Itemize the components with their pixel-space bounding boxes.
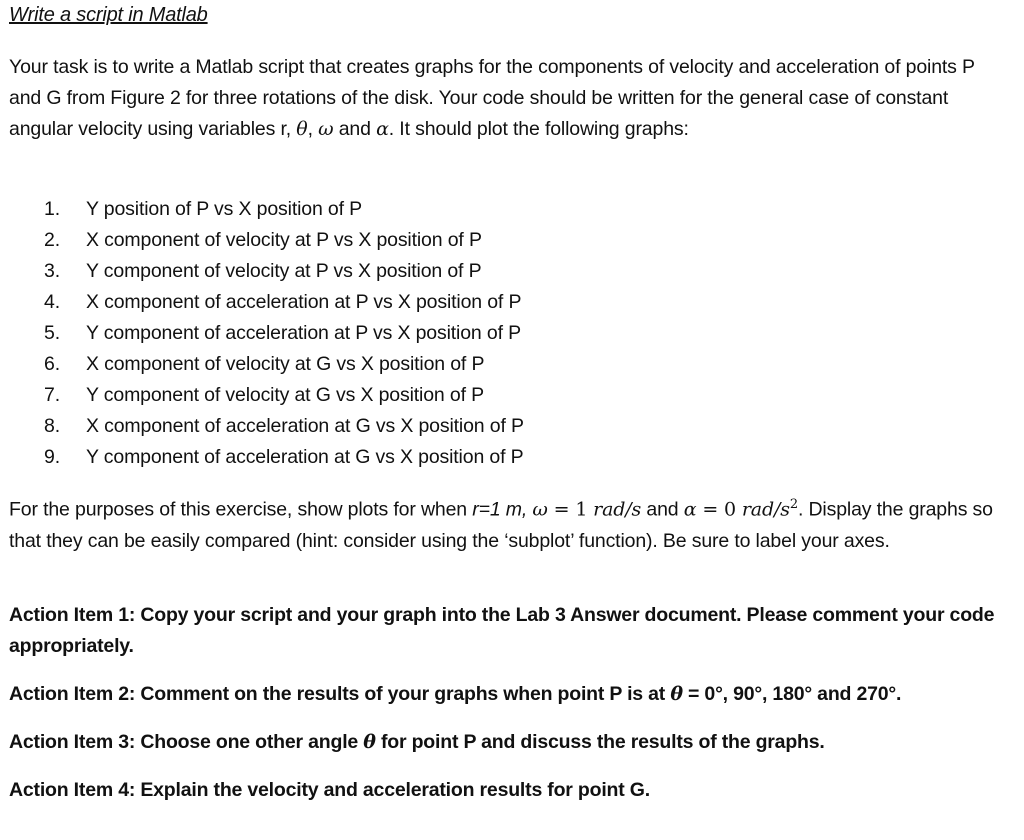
theta-symbol: θ <box>670 683 683 705</box>
list-text: X component of acceleration at G vs X position of P <box>86 415 524 437</box>
purpose-text-end: . Display the graphs so that they can be easily compared (hint: consider using the ‘subplot’ function). Be sure to label your axes. <box>9 498 993 552</box>
list-number: 5. <box>44 322 60 344</box>
list-text: X component of velocity at G vs X position of P <box>86 353 485 375</box>
omega-unit: rad/s <box>593 498 642 521</box>
alpha-unit-exponent: 2 <box>789 497 798 512</box>
theta-symbol: θ <box>296 118 308 140</box>
alpha-symbol: α <box>376 118 389 140</box>
list-text: Y component of velocity at G vs X position of P <box>86 384 484 406</box>
action-item-3-text-end: for point P and discuss the results of the graphs. <box>375 731 825 753</box>
list-number: 1. <box>44 198 60 220</box>
action-item-2 <box>9 679 901 710</box>
section-heading: Write a script in Matlab <box>9 4 208 26</box>
purpose-and: and <box>641 498 684 521</box>
intro-paragraph <box>9 52 1009 145</box>
list-text: X component of acceleration at P vs X position of P <box>86 291 522 313</box>
list-number: 7. <box>44 384 60 406</box>
alpha-value: = 0 <box>696 498 742 521</box>
intro-text-end: . It should plot the following graphs: <box>388 118 689 140</box>
list-number: 9. <box>44 446 60 468</box>
list-text: Y position of P vs X position of P <box>86 198 363 220</box>
purpose-text: For the purposes of this exercise, show plots for when <box>9 498 473 521</box>
intro-separator: , <box>307 118 319 140</box>
action-item-1: Action Item 1: Copy your script and your graph into the Lab 3 Answer document. Please comment your code appropriately. <box>9 604 995 657</box>
parameters-paragraph <box>9 489 1009 557</box>
list-text: Y component of velocity at P vs X position of P <box>86 260 482 282</box>
list-text: Y component of acceleration at P vs X position of P <box>86 322 521 344</box>
action-item-2-angles: = 0°, 90°, 180° and 270°. <box>682 683 902 705</box>
radius-value: r=1 m, <box>472 498 533 521</box>
list-number: 3. <box>44 260 60 282</box>
theta-symbol: θ <box>363 731 376 753</box>
list-text: Y component of acceleration at G vs X position of P <box>86 446 524 468</box>
omega-symbol: ω <box>532 498 548 521</box>
action-item-2-text: Action Item 2: Comment on the results of your graphs when point P is at <box>9 683 671 705</box>
omega-value: = 1 <box>547 498 594 521</box>
list-number: 6. <box>44 353 60 375</box>
alpha-unit: rad/s <box>741 498 790 521</box>
list-number: 4. <box>44 291 60 313</box>
action-item-4: Action Item 4: Explain the velocity and acceleration results for point G. <box>9 779 650 801</box>
action-item-3-text: Action Item 3: Choose one other angle <box>9 731 364 753</box>
alpha-symbol: α <box>683 498 697 521</box>
list-number: 8. <box>44 415 60 437</box>
intro-text: Your task is to write a Matlab script that creates graphs for the components of velocity and acceleration of points P and G from Figure 2 for three rotations of the disk. Your code should be written for the general case of constant angular velocity using variables r, <box>9 56 975 140</box>
action-item-3 <box>9 727 825 758</box>
intro-and: and <box>333 118 377 140</box>
list-text: X component of velocity at P vs X position of P <box>86 229 482 251</box>
list-number: 2. <box>44 229 60 251</box>
omega-symbol: ω <box>318 118 334 140</box>
